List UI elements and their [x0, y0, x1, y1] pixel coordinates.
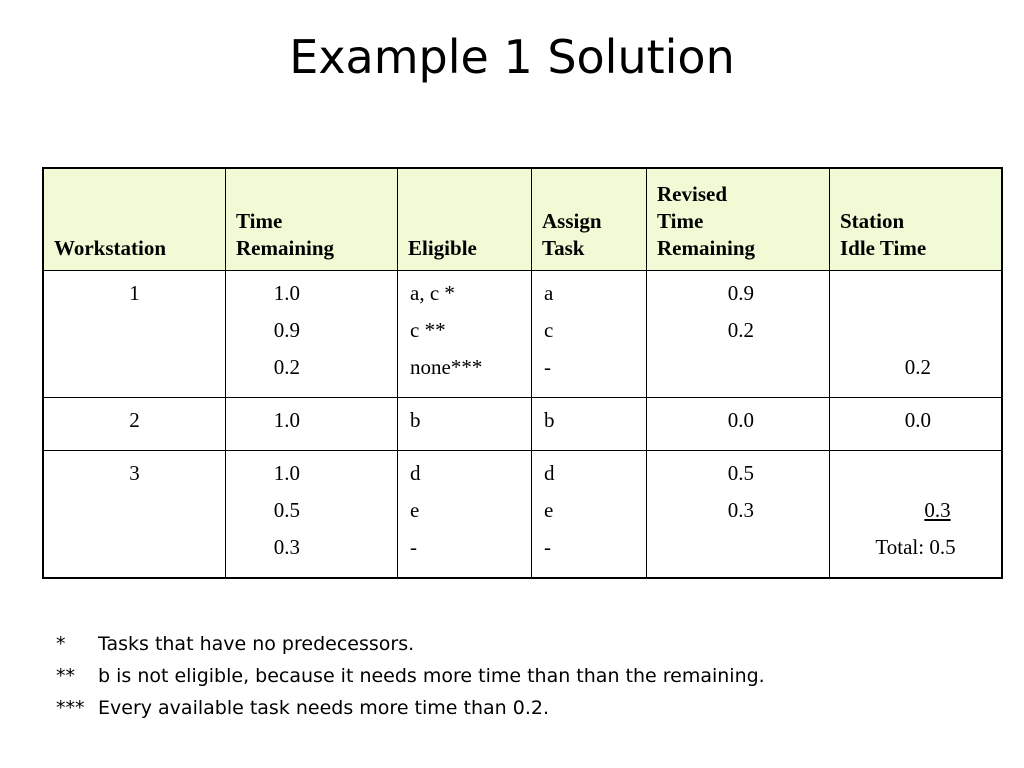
idle-time-cell: 0.2: [830, 271, 1003, 398]
table-row: [43, 271, 1002, 398]
eligible-cell: a, c * c ** none***: [398, 271, 532, 398]
idle-time-subtotal: 0.3: [924, 498, 951, 522]
header-station-idle-time: Station Idle Time: [830, 168, 1003, 271]
header-revised-time-remaining: Revised Time Remaining: [647, 168, 830, 271]
workstation-cell: 1: [43, 271, 226, 398]
footnote-marker: *: [56, 633, 66, 655]
assign-task-cell: d e -: [532, 451, 647, 579]
revised-time-cell: 0.0: [647, 398, 830, 451]
table-header-row: [43, 168, 1002, 271]
time-remaining-cell: 1.0: [226, 398, 398, 451]
solution-table: [42, 167, 1003, 579]
eligible-cell: b: [398, 398, 532, 451]
footnotes: [56, 628, 765, 724]
assign-task-cell: b: [532, 398, 647, 451]
footnote-marker: ***: [56, 697, 85, 719]
idle-time-total: Total: 0.5: [875, 535, 956, 559]
footnote: [56, 628, 765, 660]
header-workstation: Workstation: [43, 168, 226, 271]
eligible-cell: d e -: [398, 451, 532, 579]
time-remaining-cell: 1.0 0.9 0.2: [226, 271, 398, 398]
revised-time-cell: 0.9 0.2: [647, 271, 830, 398]
footnote-text: Every available task needs more time than 0.2.: [98, 697, 549, 719]
table-row: [43, 398, 1002, 451]
idle-time-cell: 0.0: [830, 398, 1003, 451]
time-remaining-cell: 1.0 0.5 0.3: [226, 451, 398, 579]
workstation-cell: 3: [43, 451, 226, 579]
footnote: [56, 660, 765, 692]
revised-time-cell: 0.5 0.3: [647, 451, 830, 579]
header-time-remaining: Time Remaining: [226, 168, 398, 271]
assign-task-cell: a c -: [532, 271, 647, 398]
header-eligible: Eligible: [398, 168, 532, 271]
footnote-text: b is not eligible, because it needs more time than than the remaining.: [98, 665, 765, 687]
footnote-text: Tasks that have no predecessors.: [98, 633, 415, 655]
workstation-cell: 2: [43, 398, 226, 451]
slide-title: Example 1 Solution: [289, 30, 735, 84]
footnote-marker: **: [56, 665, 75, 687]
footnote: [56, 692, 765, 724]
table-row: [43, 451, 1002, 579]
idle-time-cell: [830, 451, 1003, 579]
header-assign-task: Assign Task: [532, 168, 647, 271]
